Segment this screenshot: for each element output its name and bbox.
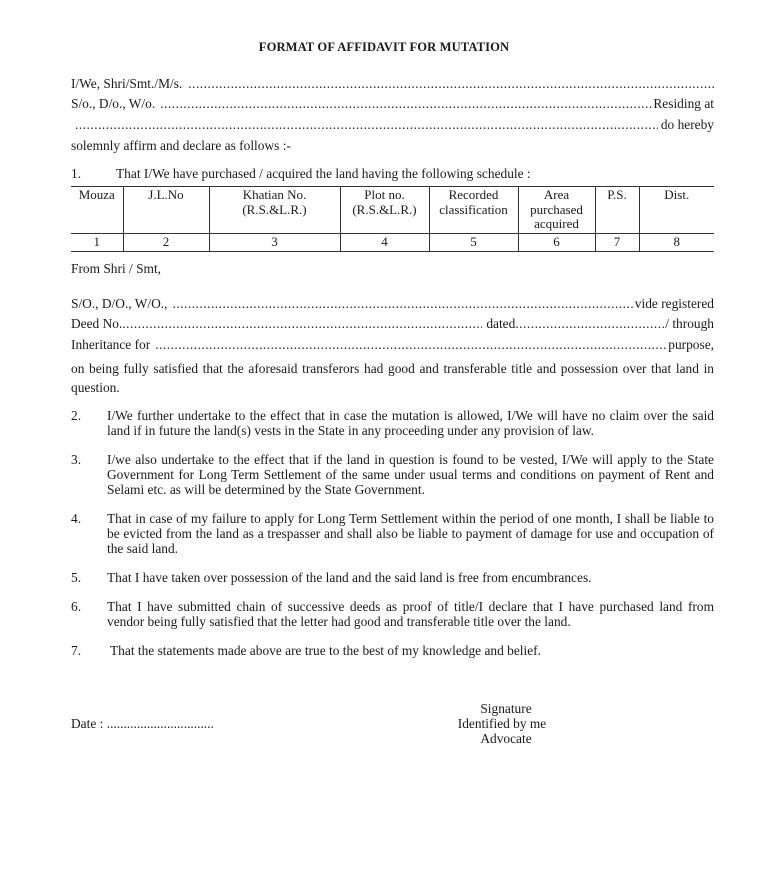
- transferor-parent-label: S/O., D/O., W/O.,: [71, 296, 168, 311]
- dated-label: dated: [486, 316, 516, 331]
- declarant-parent-line: [71, 96, 714, 112]
- clause-1-number: 1.: [71, 166, 82, 181]
- declarant-name-line: [71, 76, 714, 92]
- document-title: FORMAT OF AFFIDAVIT FOR MUTATION: [258, 40, 510, 54]
- declarant-parent-label: S/o., D/o., W/o.: [71, 96, 156, 111]
- declarant-address-blank[interactable]: [75, 117, 658, 133]
- column-header-ps: P.S.: [595, 187, 639, 234]
- transferor-parent-blank[interactable]: [172, 296, 634, 312]
- deed-date-blank[interactable]: [515, 316, 665, 332]
- clause-4-text: That in case of my failure to apply for Long Term Settlement within the period of one month, I shall be liable to be evicted from the land as a trespasser and shall also be liable to payment of damage for use and occupation of the said land.: [107, 511, 714, 556]
- column-header-recorded-classification: Recorded classification: [429, 187, 518, 234]
- land-schedule-table: [71, 186, 714, 252]
- transferor-parent-line: [71, 296, 714, 312]
- table-cell[interactable]: 4: [340, 234, 429, 252]
- clause-4-number: 4.: [71, 511, 82, 526]
- table-cell[interactable]: 1: [93, 234, 100, 249]
- signature-label: Signature: [480, 701, 532, 716]
- date-field: [71, 716, 371, 732]
- column-header-dist: Dist.: [639, 187, 714, 234]
- table-cell[interactable]: 6: [518, 234, 595, 252]
- clause-5-text: That I have taken over possession of the land and the said land is free from encumbrances.: [107, 570, 592, 585]
- inheritance-line: [71, 337, 714, 353]
- date-blank[interactable]: ................................: [106, 716, 214, 731]
- do-hereby-label: do hereby: [660, 117, 714, 132]
- clause-3-number: 3.: [71, 452, 82, 467]
- clause-3-text: I/we also undertake to the effect that if the land in question is found to be vested, I/We will apply to the State Government for Long Term Settlement of the same under usual terms and conditions on payment of Rent and Selami etc. as will be determined by the State Government.: [107, 452, 714, 497]
- advocate-label: Advocate: [480, 731, 532, 746]
- declarant-name-label: I/We, Shri/Smt./M/s.: [71, 76, 183, 91]
- affirm-line: solemnly affirm and declare as follows :-: [71, 138, 291, 153]
- clause-1-text: That I/We have purchased / acquired the land having the following schedule :: [116, 166, 531, 181]
- clause-6-number: 6.: [71, 599, 82, 614]
- date-label: Date :: [71, 716, 104, 731]
- table-row: [71, 234, 714, 252]
- identified-by-label: Identified by me: [457, 716, 547, 731]
- clause-2-text: I/We further undertake to the effect that in case the mutation is allowed, I/We will have no claim over the said land if in future the land(s) vests in the State in any proceeding under any provision of law.: [107, 408, 714, 438]
- table-cell[interactable]: 2: [123, 234, 209, 252]
- column-header-khatian-no: Khatian No. (R.S.&L.R.): [209, 187, 340, 234]
- column-header-area: Area purchased acquired: [518, 187, 595, 234]
- declarant-name-blank[interactable]: [188, 76, 714, 92]
- through-label: / through: [665, 316, 714, 331]
- inheritance-label: Inheritance for: [71, 337, 151, 352]
- deed-line: [71, 316, 714, 332]
- vide-registered-label: vide registered: [634, 296, 714, 311]
- residing-at-label: Residing at: [653, 96, 714, 111]
- deed-no-label: Deed No.: [71, 316, 123, 331]
- clause-7-text: That the statements made above are true to the best of my knowledge and belief.: [110, 643, 541, 658]
- satisfied-statement: on being fully satisfied that the aforesaid transferors had good and transferable title and possession over that land in question.: [71, 361, 714, 395]
- clause-6-text: That I have submitted chain of successive deeds as proof of title/I declare that I have purchased land from vendor being fully satisfied that the letter had good and transferable title over the land.: [107, 599, 714, 629]
- purpose-blank[interactable]: [155, 337, 668, 353]
- clause-7-number: 7.: [71, 643, 82, 658]
- table-cell[interactable]: 7: [595, 234, 639, 252]
- clause-2-number: 2.: [71, 408, 82, 423]
- table-cell[interactable]: 3: [209, 234, 340, 252]
- column-header-mouza: Mouza: [78, 187, 115, 202]
- table-cell[interactable]: 8: [639, 234, 714, 252]
- column-header-plot-no: Plot no. (R.S.&L.R.): [340, 187, 429, 234]
- clause-5-number: 5.: [71, 570, 82, 585]
- table-header-row: [71, 187, 714, 234]
- column-header-jl-no: J.L.No: [123, 187, 209, 234]
- table-cell[interactable]: 5: [429, 234, 518, 252]
- purpose-label: purpose,: [668, 337, 714, 352]
- declarant-address-line: [71, 117, 714, 133]
- from-label: From Shri / Smt,: [71, 261, 162, 276]
- deed-no-blank[interactable]: [122, 316, 482, 332]
- declarant-parent-blank[interactable]: [160, 96, 653, 112]
